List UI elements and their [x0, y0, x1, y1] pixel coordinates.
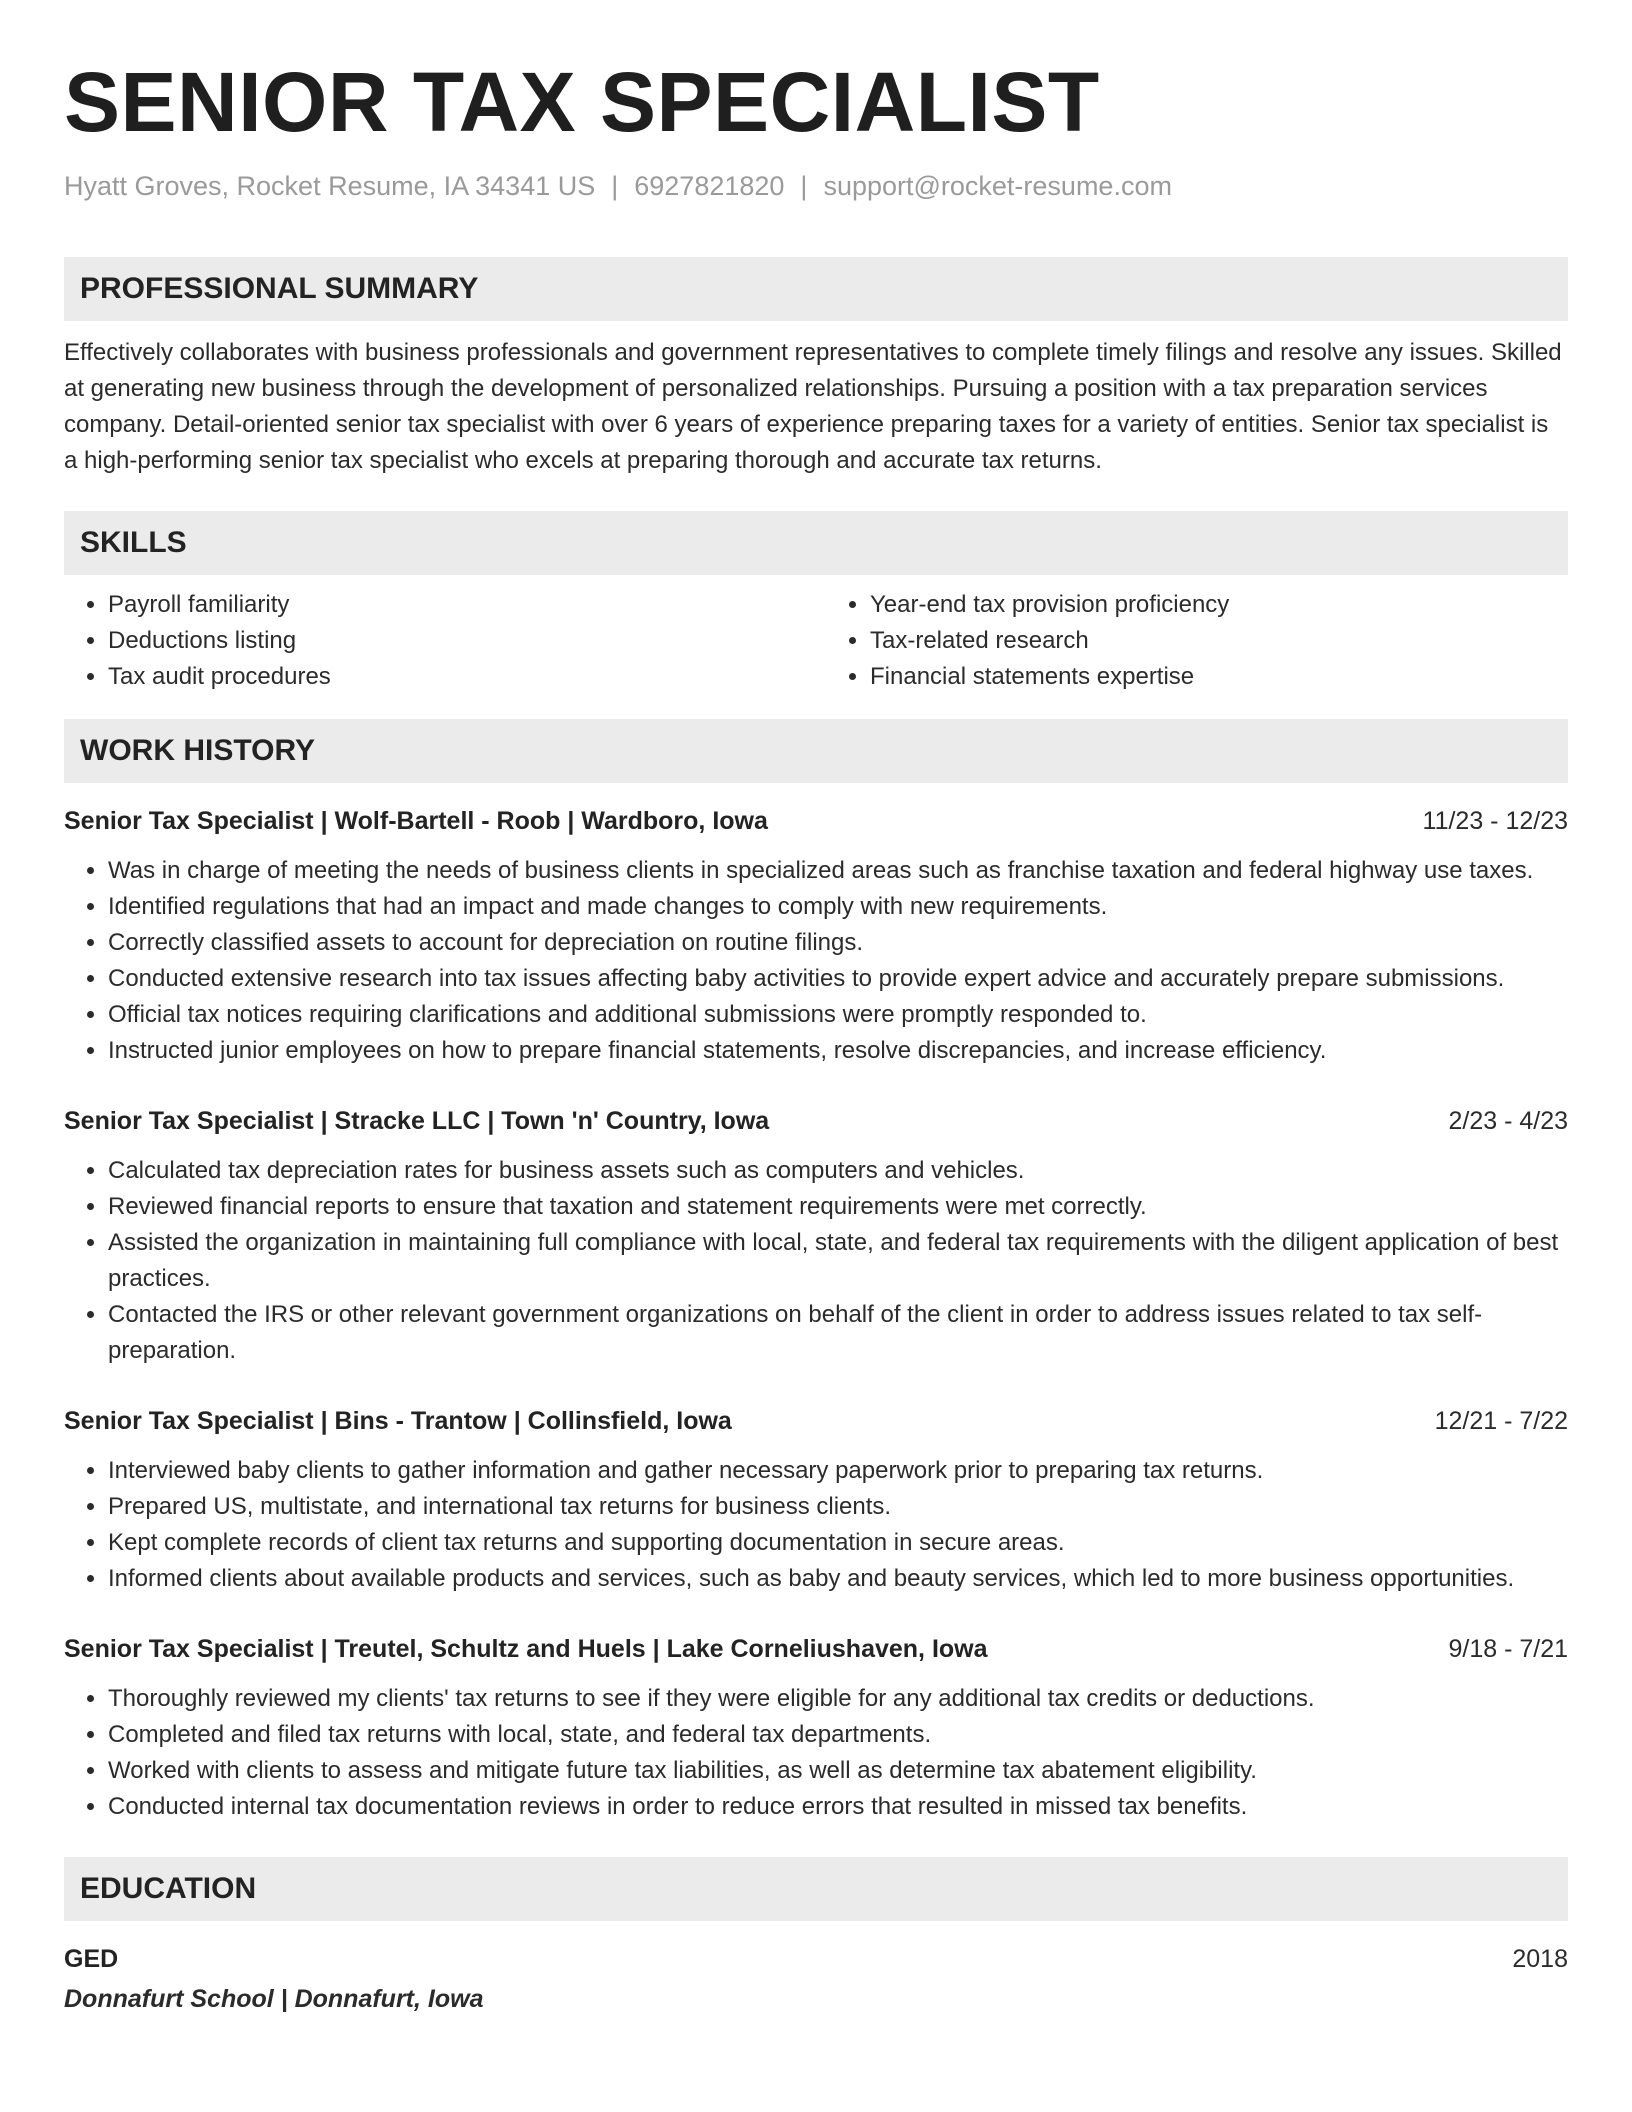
skills-list-left	[64, 587, 806, 695]
contact-line	[64, 170, 1568, 202]
job-date: 12/21 - 7/22	[1434, 1406, 1568, 1435]
skills-grid	[64, 587, 1568, 695]
education-school: Donnafurt School | Donnafurt, Iowa	[64, 1984, 484, 2013]
job-entry	[64, 1103, 1568, 1369]
job-title-row	[64, 1403, 1568, 1439]
education-degree: GED	[64, 1944, 119, 1973]
job-bullet: • Assisted the organization in maintaining full compliance with local, state, and federal tax requirements with the diligent application of best practices.	[108, 1225, 1568, 1297]
job-title: Senior Tax Specialist | Wolf-Bartell - Roob | Wardboro, Iowa	[64, 806, 768, 835]
job-bullet: • Calculated tax depreciation rates for business assets such as computers and vehicles.	[108, 1153, 1568, 1189]
skill-item: • Tax-related research	[870, 623, 1568, 659]
job-bullet: • Worked with clients to assess and mitigate future tax liabilities, as well as determine tax abatement eligibility.	[108, 1753, 1568, 1789]
job-bullet: • Official tax notices requiring clarifications and additional submissions were promptly responded to.	[108, 997, 1568, 1033]
job-bullet: • Instructed junior employees on how to prepare financial statements, resolve discrepancies, and increase efficiency.	[108, 1033, 1568, 1069]
job-bullet: • Conducted extensive research into tax issues affecting baby activities to provide expert advice and accurately prepare submissions.	[108, 961, 1568, 997]
job-entry	[64, 803, 1568, 1069]
job-bullet: • Contacted the IRS or other relevant government organizations on behalf of the client in order to address issues related to tax self-preparation.	[108, 1297, 1568, 1369]
contact-separator: |	[611, 171, 619, 202]
job-date: 11/23 - 12/23	[1422, 806, 1568, 835]
education-year: 2018	[1512, 1944, 1568, 1973]
skill-item: • Payroll familiarity	[108, 587, 806, 623]
job-bullet: • Was in charge of meeting the needs of business clients in specialized areas such as franchise taxation and federal highway use taxes.	[108, 853, 1568, 889]
job-bullet: • Thoroughly reviewed my clients' tax returns to see if they were eligible for any additional tax credits or deductions.	[108, 1681, 1568, 1717]
skill-item: • Deductions listing	[108, 623, 806, 659]
job-title: Senior Tax Specialist | Stracke LLC | Town 'n' Country, Iowa	[64, 1106, 770, 1135]
job-bullet: • Identified regulations that had an impact and made changes to comply with new requirements.	[108, 889, 1568, 925]
section-heading-skills: SKILLS	[64, 511, 1568, 575]
job-title: Senior Tax Specialist | Bins - Trantow | Collinsfield, Iowa	[64, 1406, 732, 1435]
job-bullets	[64, 853, 1568, 1069]
section-heading-education: EDUCATION	[64, 1857, 1568, 1921]
job-title-row	[64, 803, 1568, 839]
job-bullet: • Conducted internal tax documentation reviews in order to reduce errors that resulted in missed tax benefits.	[108, 1789, 1568, 1825]
job-bullets	[64, 1153, 1568, 1369]
skill-item: • Financial statements expertise	[870, 659, 1568, 695]
skills-list-right	[826, 587, 1568, 695]
education-row	[64, 1941, 1568, 1977]
section-heading-summary: PROFESSIONAL SUMMARY	[64, 257, 1568, 321]
job-date: 2/23 - 4/23	[1448, 1106, 1568, 1135]
job-title-row	[64, 1103, 1568, 1139]
contact-email: support@rocket-resume.com	[823, 171, 1172, 202]
section-heading-work-history: WORK HISTORY	[64, 719, 1568, 783]
job-bullet: • Interviewed baby clients to gather information and gather necessary paperwork prior to preparing tax returns.	[108, 1453, 1568, 1489]
job-bullets	[64, 1453, 1568, 1597]
summary-text: Effectively collaborates with business professionals and government representatives to complete timely filings and resolve any issues. Skilled at generating new business through the development of personalized relationships. Pursuing a position with a tax preparation services company. Detail-oriented senior tax specialist with over 6 years of experience preparing taxes for a variety of entities. Senior tax specialist is a high-performing senior tax specialist who excels at preparing thorough and accurate tax returns.	[64, 338, 1562, 474]
job-bullet: • Informed clients about available products and services, such as baby and beauty services, which led to more business opportunities.	[108, 1561, 1568, 1597]
job-entry	[64, 1403, 1568, 1597]
job-bullets	[64, 1681, 1568, 1825]
resume-title: SENIOR TAX SPECIALIST	[64, 55, 1100, 149]
job-date: 9/18 - 7/21	[1448, 1634, 1568, 1663]
job-bullet: • Reviewed financial reports to ensure that taxation and statement requirements were met correctly.	[108, 1189, 1568, 1225]
job-bullet: • Prepared US, multistate, and international tax returns for business clients.	[108, 1489, 1568, 1525]
job-bullet: • Kept complete records of client tax returns and supporting documentation in secure areas.	[108, 1525, 1568, 1561]
contact-address: Hyatt Groves, Rocket Resume, IA 34341 US	[64, 171, 596, 202]
job-title: Senior Tax Specialist | Treutel, Schultz and Huels | Lake Corneliushaven, Iowa	[64, 1634, 988, 1663]
job-bullet: • Correctly classified assets to account for depreciation on routine filings.	[108, 925, 1568, 961]
skill-item: • Tax audit procedures	[108, 659, 806, 695]
job-bullet: • Completed and filed tax returns with local, state, and federal tax departments.	[108, 1717, 1568, 1753]
job-title-row	[64, 1631, 1568, 1667]
skill-item: • Year-end tax provision proficiency	[870, 587, 1568, 623]
contact-separator: |	[800, 171, 808, 202]
job-entry	[64, 1631, 1568, 1825]
contact-phone: 6927821820	[634, 171, 785, 202]
